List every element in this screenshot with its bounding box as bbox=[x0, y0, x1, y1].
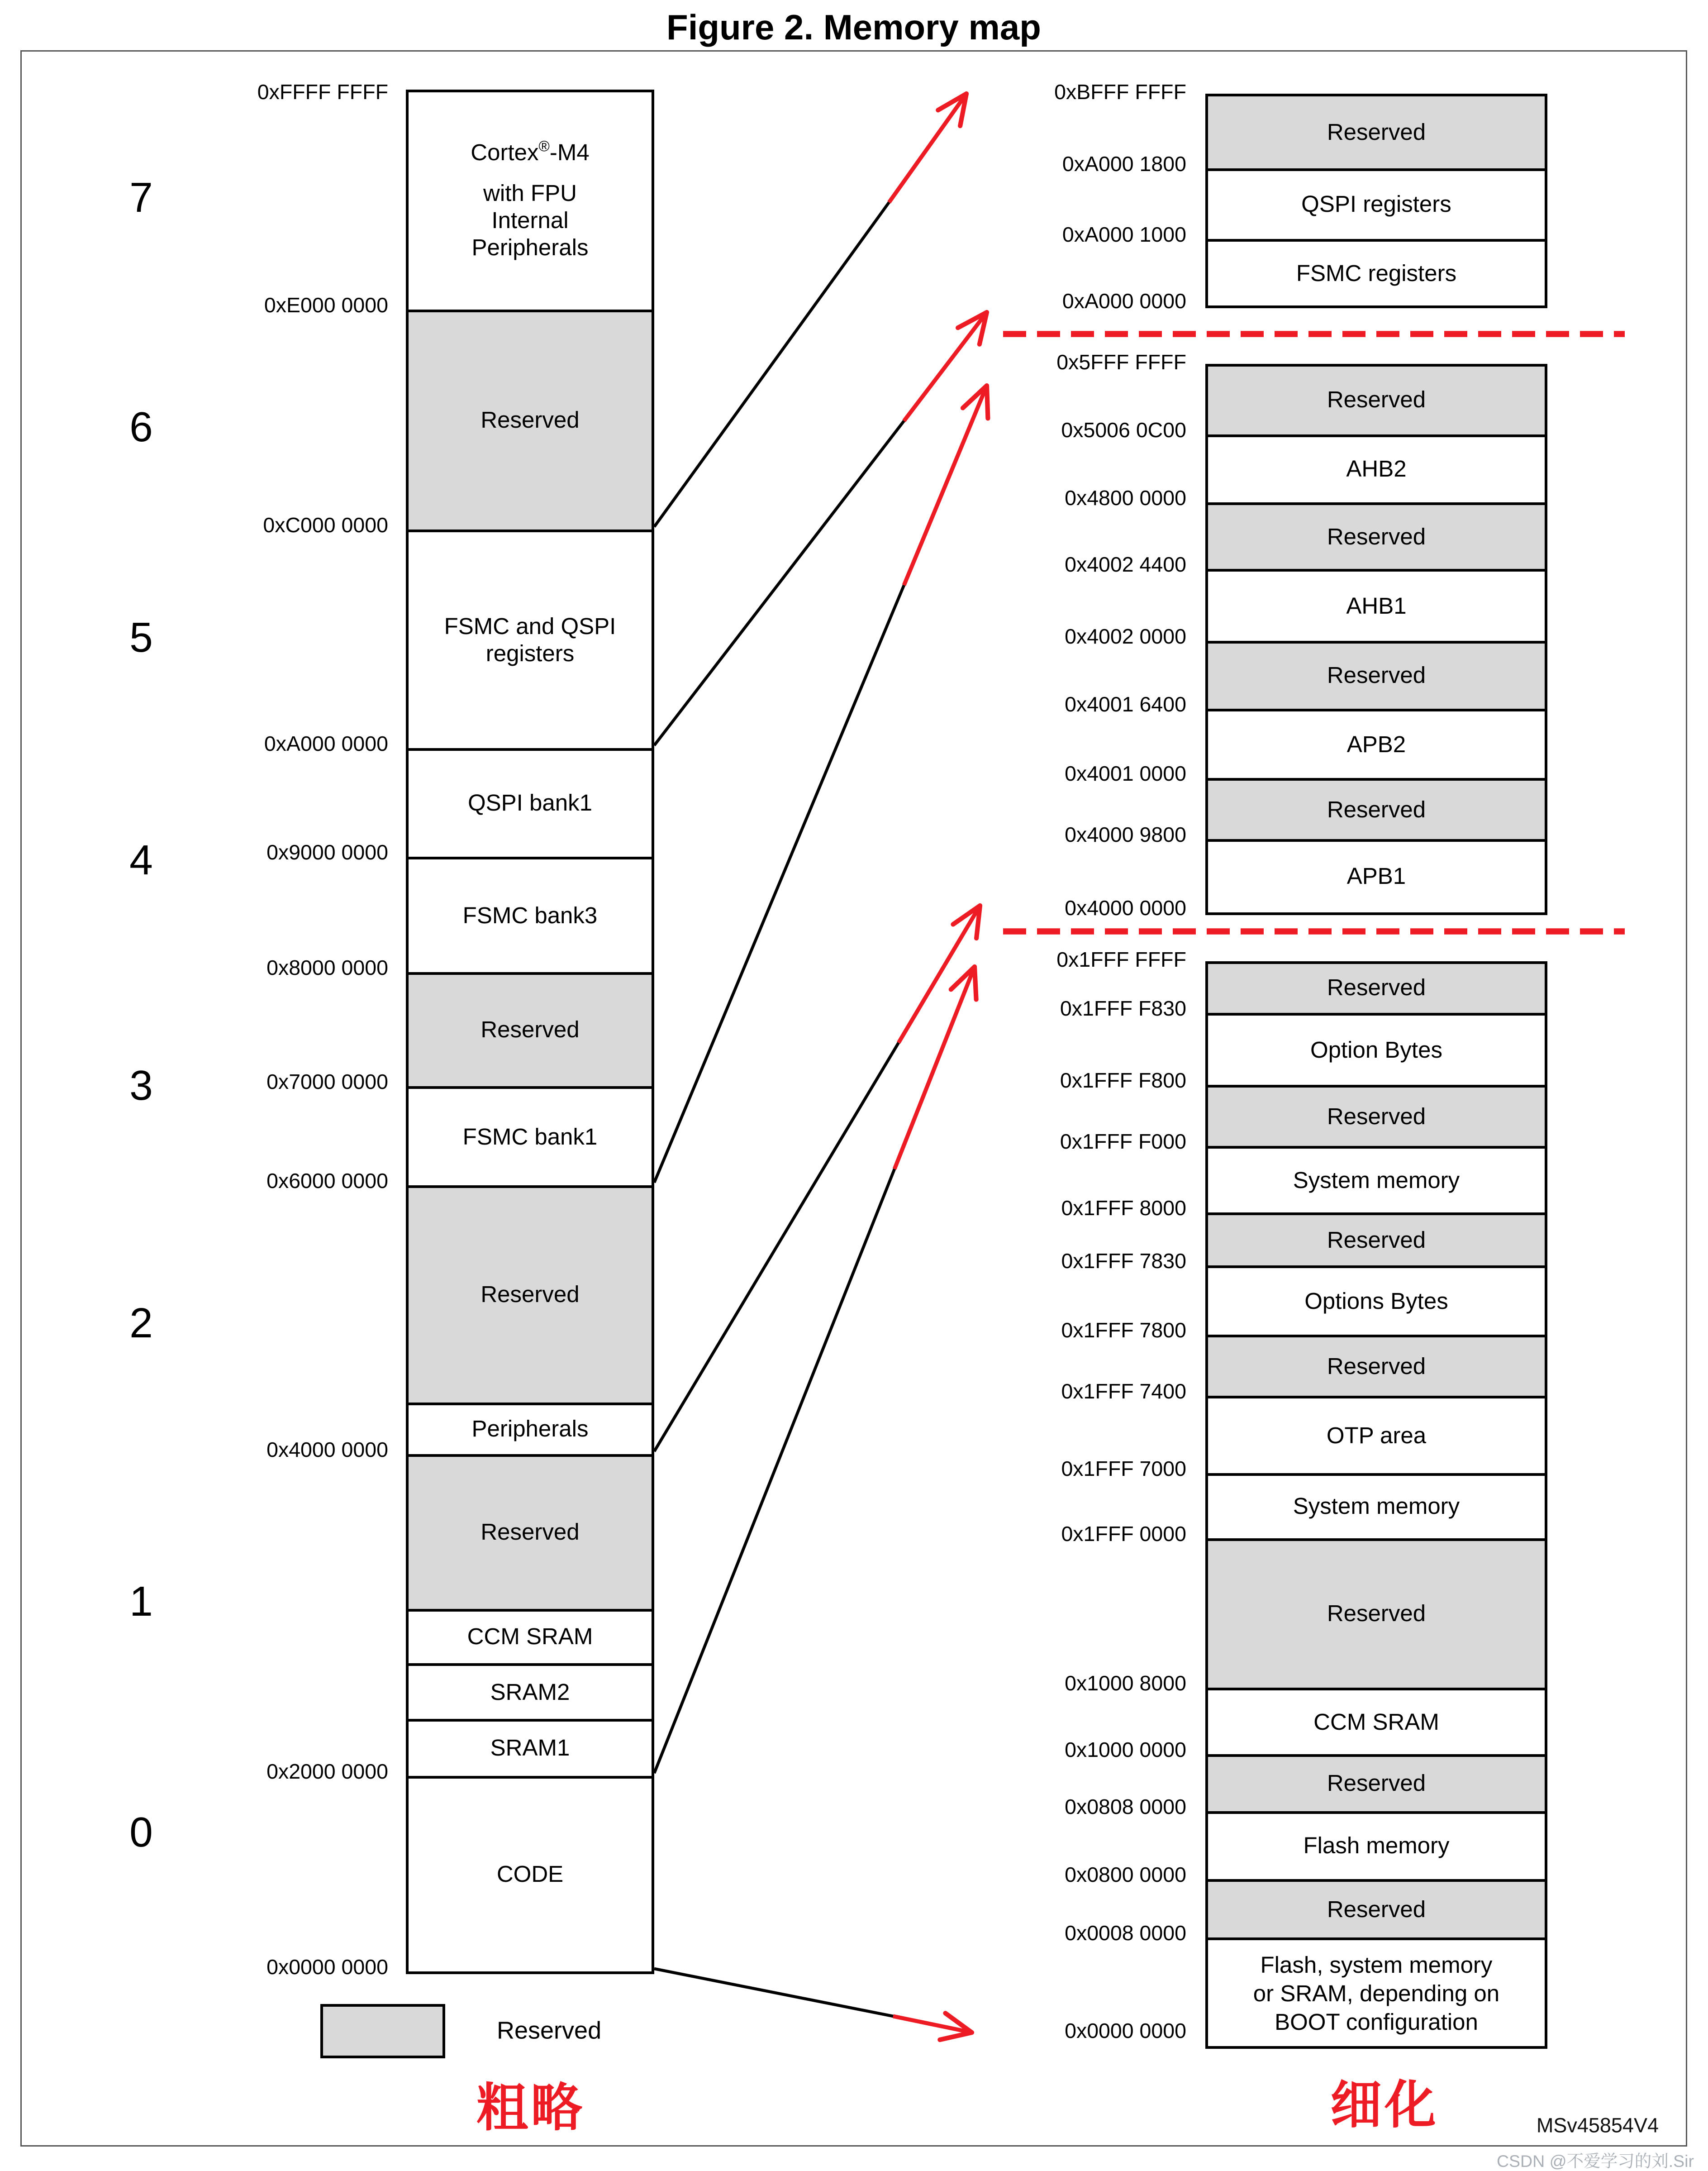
memory-block-label: Cortex®-M4 bbox=[471, 139, 590, 166]
memory-block-reserved: Reserved bbox=[409, 1185, 652, 1403]
address-label: 0x0008 0000 bbox=[1065, 1923, 1186, 1946]
memory-block-label: Internal bbox=[491, 208, 569, 234]
address-label: 0x2000 0000 bbox=[266, 1761, 388, 1784]
address-label: 0x1FFF 7000 bbox=[1061, 1458, 1186, 1481]
memory-block-reserved: Reserved bbox=[1208, 1212, 1545, 1265]
memory-block-label: with FPU bbox=[483, 181, 577, 206]
region-index-4: 4 bbox=[129, 836, 153, 884]
memory-block-sram2: SRAM2 bbox=[409, 1663, 652, 1719]
memory-block-ccm-sram: CCM SRAM bbox=[409, 1609, 652, 1663]
address-label: 0x1FFF FFFF bbox=[1056, 949, 1186, 972]
address-label: 0x6000 0000 bbox=[266, 1170, 388, 1193]
figure-id: MSv45854V4 bbox=[1536, 2114, 1659, 2138]
memory-block-reserved: Reserved bbox=[1208, 1085, 1545, 1146]
address-label: 0xFFFF FFFF bbox=[257, 81, 388, 105]
region-index-1: 1 bbox=[129, 1578, 153, 1625]
memory-block-label: Flash, system memory bbox=[1260, 1952, 1493, 1978]
address-label: 0x1FFF F000 bbox=[1060, 1131, 1186, 1154]
figure-title: Figure 2. Memory map bbox=[666, 7, 1041, 48]
address-label: 0x1FFF 7400 bbox=[1061, 1381, 1186, 1404]
address-label: 0xC000 0000 bbox=[263, 515, 388, 538]
legend-reserved-label: Reserved bbox=[497, 2017, 602, 2044]
region-index-6: 6 bbox=[129, 403, 153, 451]
legend-reserved-swatch bbox=[320, 2004, 445, 2058]
region-index-3: 3 bbox=[129, 1062, 153, 1109]
memory-block-fsmc-qspi-registers: FSMC and QSPI registers bbox=[409, 530, 652, 748]
address-label: 0x0808 0000 bbox=[1065, 1796, 1186, 1819]
address-label: 0xBFFF FFFF bbox=[1054, 81, 1186, 105]
memory-block-fsmc-registers: FSMC registers bbox=[1208, 239, 1545, 305]
address-label: 0xA000 0000 bbox=[1062, 291, 1186, 314]
address-label: 0x4001 0000 bbox=[1065, 763, 1186, 786]
memory-block-reserved: Reserved bbox=[1208, 1335, 1545, 1396]
address-label: 0x4000 0000 bbox=[266, 1439, 388, 1462]
address-label: 0x7000 0000 bbox=[266, 1071, 388, 1094]
coarse-memory-column bbox=[406, 90, 654, 1974]
memory-block-reserved: Reserved bbox=[409, 310, 652, 530]
region-index-7: 7 bbox=[129, 174, 153, 221]
memory-block-reserved: Reserved bbox=[1208, 1538, 1545, 1688]
region-index-0: 0 bbox=[129, 1808, 153, 1856]
address-label: 0x1FFF 7800 bbox=[1061, 1320, 1186, 1343]
address-label: 0x1000 8000 bbox=[1065, 1673, 1186, 1696]
memory-block-qspi-registers: QSPI registers bbox=[1208, 168, 1545, 239]
csdn-watermark: CSDN @不爱学习的刘.Sir bbox=[1496, 2152, 1694, 2171]
address-label: 0xA000 1000 bbox=[1062, 224, 1186, 247]
memory-block-reserved: Reserved bbox=[1208, 778, 1545, 839]
address-label: 0x1FFF 0000 bbox=[1061, 1523, 1186, 1546]
memory-block-reserved: Reserved bbox=[1208, 367, 1545, 434]
memory-block-fsmc-bank1: FSMC bank1 bbox=[409, 1086, 652, 1185]
memory-block-reserved: Reserved bbox=[1208, 1879, 1545, 1937]
address-label: 0x8000 0000 bbox=[266, 957, 388, 980]
memory-block-peripherals: Peripherals bbox=[409, 1403, 652, 1454]
address-label: 0x5FFF FFFF bbox=[1056, 352, 1186, 375]
memory-block-options-bytes: Options Bytes bbox=[1208, 1265, 1545, 1335]
memory-block-apb1: APB1 bbox=[1208, 839, 1545, 912]
memory-block-ahb2: AHB2 bbox=[1208, 434, 1545, 502]
memory-block-flash-memory: Flash memory bbox=[1208, 1811, 1545, 1879]
memory-block-reserved: Reserved bbox=[1208, 641, 1545, 709]
address-label: 0x4000 9800 bbox=[1065, 824, 1186, 847]
address-label: 0x4001 6400 bbox=[1065, 694, 1186, 717]
detail-column-code-flash bbox=[1205, 961, 1547, 2049]
memory-block-label: Peripherals bbox=[471, 235, 589, 261]
caption-coarse: 粗略 bbox=[476, 2080, 585, 2138]
address-label: 0x0800 0000 bbox=[1065, 1864, 1186, 1887]
memory-block-reserved: Reserved bbox=[1208, 502, 1545, 569]
memory-block-reserved: Reserved bbox=[409, 972, 652, 1086]
memory-block-apb2: APB2 bbox=[1208, 709, 1545, 778]
region-index-5: 5 bbox=[129, 614, 153, 661]
memory-block-system-memory: System memory bbox=[1208, 1473, 1545, 1538]
address-label: 0xA000 1800 bbox=[1062, 153, 1186, 177]
memory-block-reserved: Reserved bbox=[409, 1454, 652, 1609]
memory-block-option-bytes: Option Bytes bbox=[1208, 1013, 1545, 1085]
memory-block-boot-aliased bbox=[1208, 1937, 1545, 2046]
memory-block-reserved: Reserved bbox=[1208, 964, 1545, 1013]
address-label: 0xA000 0000 bbox=[264, 733, 388, 756]
memory-block-system-memory: System memory bbox=[1208, 1146, 1545, 1212]
address-label: 0x0000 0000 bbox=[1065, 2020, 1186, 2043]
address-label: 0xE000 0000 bbox=[264, 295, 388, 318]
detail-column-fsmc-qspi-registers bbox=[1205, 94, 1547, 308]
address-label: 0x4002 4400 bbox=[1065, 554, 1186, 577]
address-label: 0x1000 0000 bbox=[1065, 1739, 1186, 1762]
caption-refined: 细化 bbox=[1330, 2078, 1439, 2135]
address-label: 0x4002 0000 bbox=[1065, 626, 1186, 649]
address-label: 0x1FFF 7830 bbox=[1061, 1250, 1186, 1274]
memory-block-sram1: SRAM1 bbox=[409, 1719, 652, 1776]
memory-block-label: or SRAM, depending on bbox=[1253, 1980, 1500, 2006]
address-label: 0x1FFF 8000 bbox=[1061, 1198, 1186, 1221]
memory-block-otp-area: OTP area bbox=[1208, 1396, 1545, 1473]
address-label: 0x0000 0000 bbox=[266, 1956, 388, 1980]
memory-block-ahb1: AHB1 bbox=[1208, 569, 1545, 641]
memory-block-code: CODE bbox=[409, 1776, 652, 1971]
memory-block-reserved: Reserved bbox=[1208, 1754, 1545, 1811]
memory-block-reserved: Reserved bbox=[1208, 96, 1545, 168]
address-label: 0x4800 0000 bbox=[1065, 487, 1186, 511]
address-label: 0x1FFF F830 bbox=[1060, 998, 1186, 1021]
memory-block-fsmc-bank3: FSMC bank3 bbox=[409, 857, 652, 972]
detail-column-peripherals bbox=[1205, 364, 1547, 915]
address-label: 0x5006 0C00 bbox=[1061, 420, 1186, 443]
memory-block-ccm-sram: CCM SRAM bbox=[1208, 1688, 1545, 1754]
address-label: 0x4000 0000 bbox=[1065, 897, 1186, 921]
address-label: 0x9000 0000 bbox=[266, 842, 388, 865]
memory-block-qspi-bank1: QSPI bank1 bbox=[409, 748, 652, 857]
address-label: 0x1FFF F800 bbox=[1060, 1070, 1186, 1093]
memory-block-cortex bbox=[409, 92, 652, 310]
memory-block-label: BOOT configuration bbox=[1275, 2009, 1478, 2035]
region-index-2: 2 bbox=[129, 1299, 153, 1347]
